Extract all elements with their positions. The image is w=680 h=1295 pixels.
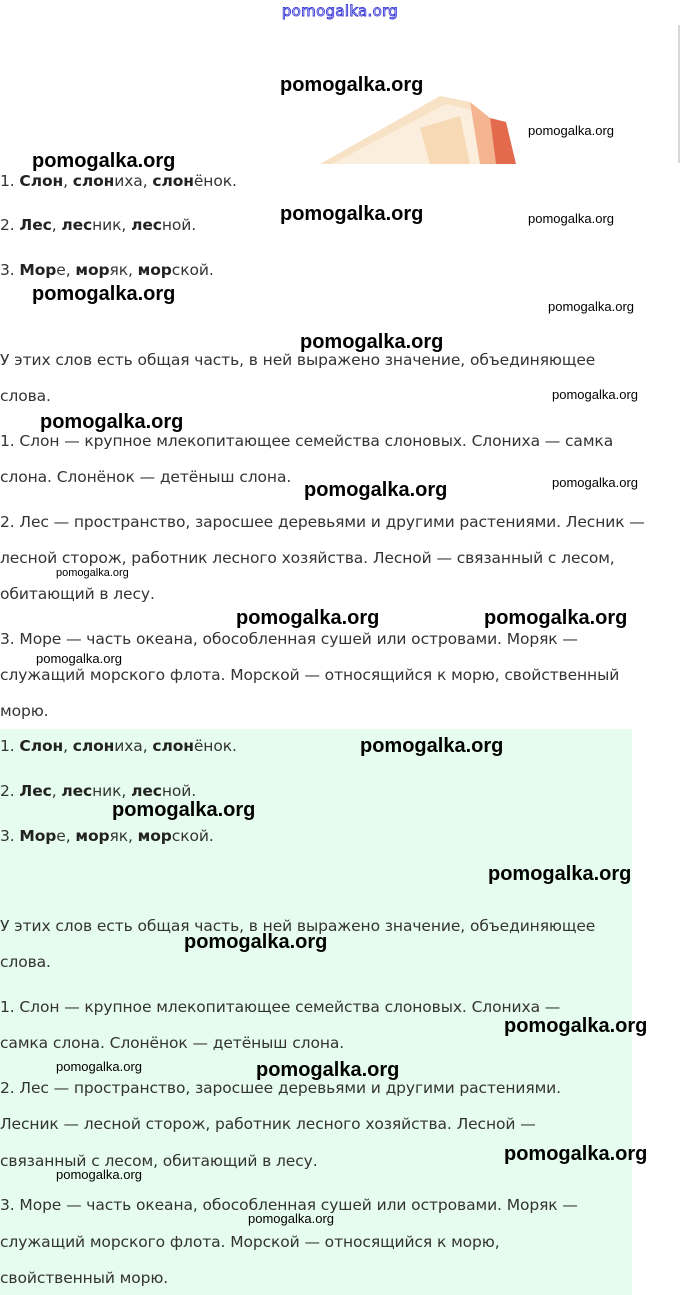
definition-line: Лесник — лесной сторож, работник лесного хозяйства. Лесной — xyxy=(0,1115,536,1133)
watermark: pomogalka.org xyxy=(552,387,638,402)
definition-line: 3. Море — часть океана, обособленная сушей или островами. Моряк — xyxy=(0,1196,578,1214)
word-group-2: 2. Лес, лесник, лесной. xyxy=(0,782,197,800)
definition-line: 1. Слон — крупное млекопитающее семейства слоновых. Слониха — xyxy=(0,998,561,1016)
watermark: pomogalka.org xyxy=(32,150,176,172)
watermark: pomogalka.org xyxy=(280,203,424,225)
site-link[interactable]: pomogalka.org xyxy=(281,2,399,20)
definition-line: обитающий в лесу. xyxy=(0,585,155,603)
watermark: pomogalka.org xyxy=(256,1059,400,1081)
watermark: pomogalka.org xyxy=(248,1211,334,1226)
definition-line: свойственный морю. xyxy=(0,1269,169,1287)
watermark: pomogalka.org xyxy=(236,607,380,629)
explanation-line: слова. xyxy=(0,953,51,971)
word-group-1: 1. Слон, слониха, слонёнок. xyxy=(0,737,237,755)
watermark: pomogalka.org xyxy=(300,331,444,353)
definition-line: лесной сторож, работник лесного хозяйства. Лесной — связанный с лесом, xyxy=(0,549,615,567)
watermark: pomogalka.org xyxy=(548,299,634,314)
watermark: pomogalka.org xyxy=(504,1015,648,1037)
word-group-1: 1. Слон, слониха, слонёнок. xyxy=(0,172,237,190)
word-group-3: 3. Море, моряк, морской. xyxy=(0,261,214,279)
definition-line: 2. Лес — пространство, заросшее деревьями и другими растениями. Лесник — xyxy=(0,513,645,531)
definition-line: 1. Слон — крупное млекопитающее семейства слоновых. Слониха — самка xyxy=(0,432,614,450)
watermark: pomogalka.org xyxy=(280,74,424,96)
definition-line: служащий морского флота. Морской — относящийся к морю, xyxy=(0,1233,500,1251)
watermark: pomogalka.org xyxy=(112,799,256,821)
watermark: pomogalka.org xyxy=(304,479,448,501)
word-group-2: 2. Лес, лесник, лесной. xyxy=(0,216,197,234)
watermark: pomogalka.org xyxy=(488,863,632,885)
definition-line: 3. Море — часть океана, обособленная сушей или островами. Моряк — xyxy=(0,630,578,648)
watermark: pomogalka.org xyxy=(360,735,504,757)
watermark: pomogalka.org xyxy=(552,475,638,490)
watermark: pomogalka.org xyxy=(528,211,614,226)
watermark: pomogalka.org xyxy=(56,567,129,579)
explanation-line: слова. xyxy=(0,387,51,405)
watermark: pomogalka.org xyxy=(36,651,122,666)
watermark: pomogalka.org xyxy=(56,1167,142,1182)
watermark: pomogalka.org xyxy=(56,1059,142,1074)
word-group-3: 3. Море, моряк, морской. xyxy=(0,827,214,845)
watermark: pomogalka.org xyxy=(184,931,328,953)
book-illustration xyxy=(320,88,520,164)
definition-line: слона. Слонёнок — детёныш слона. xyxy=(0,468,292,486)
watermark: pomogalka.org xyxy=(40,411,184,433)
explanation-line: У этих слов есть общая часть, в ней выражено значение, объединяющее xyxy=(0,917,596,935)
definition-line: 2. Лес — пространство, заросшее деревьями и другими растениями. xyxy=(0,1079,561,1097)
watermark: pomogalka.org xyxy=(528,123,614,138)
definition-line: связанный с лесом, обитающий в лесу. xyxy=(0,1152,318,1170)
watermark: pomogalka.org xyxy=(32,283,176,305)
definition-line: самка слона. Слонёнок — детёныш слона. xyxy=(0,1034,345,1052)
definition-line: служащий морского флота. Морской — относящийся к морю, свойственный xyxy=(0,666,620,684)
definition-line: морю. xyxy=(0,702,49,720)
explanation-line: У этих слов есть общая часть, в ней выражено значение, объединяющее xyxy=(0,351,596,369)
watermark: pomogalka.org xyxy=(484,607,628,629)
watermark: pomogalka.org xyxy=(504,1143,648,1165)
